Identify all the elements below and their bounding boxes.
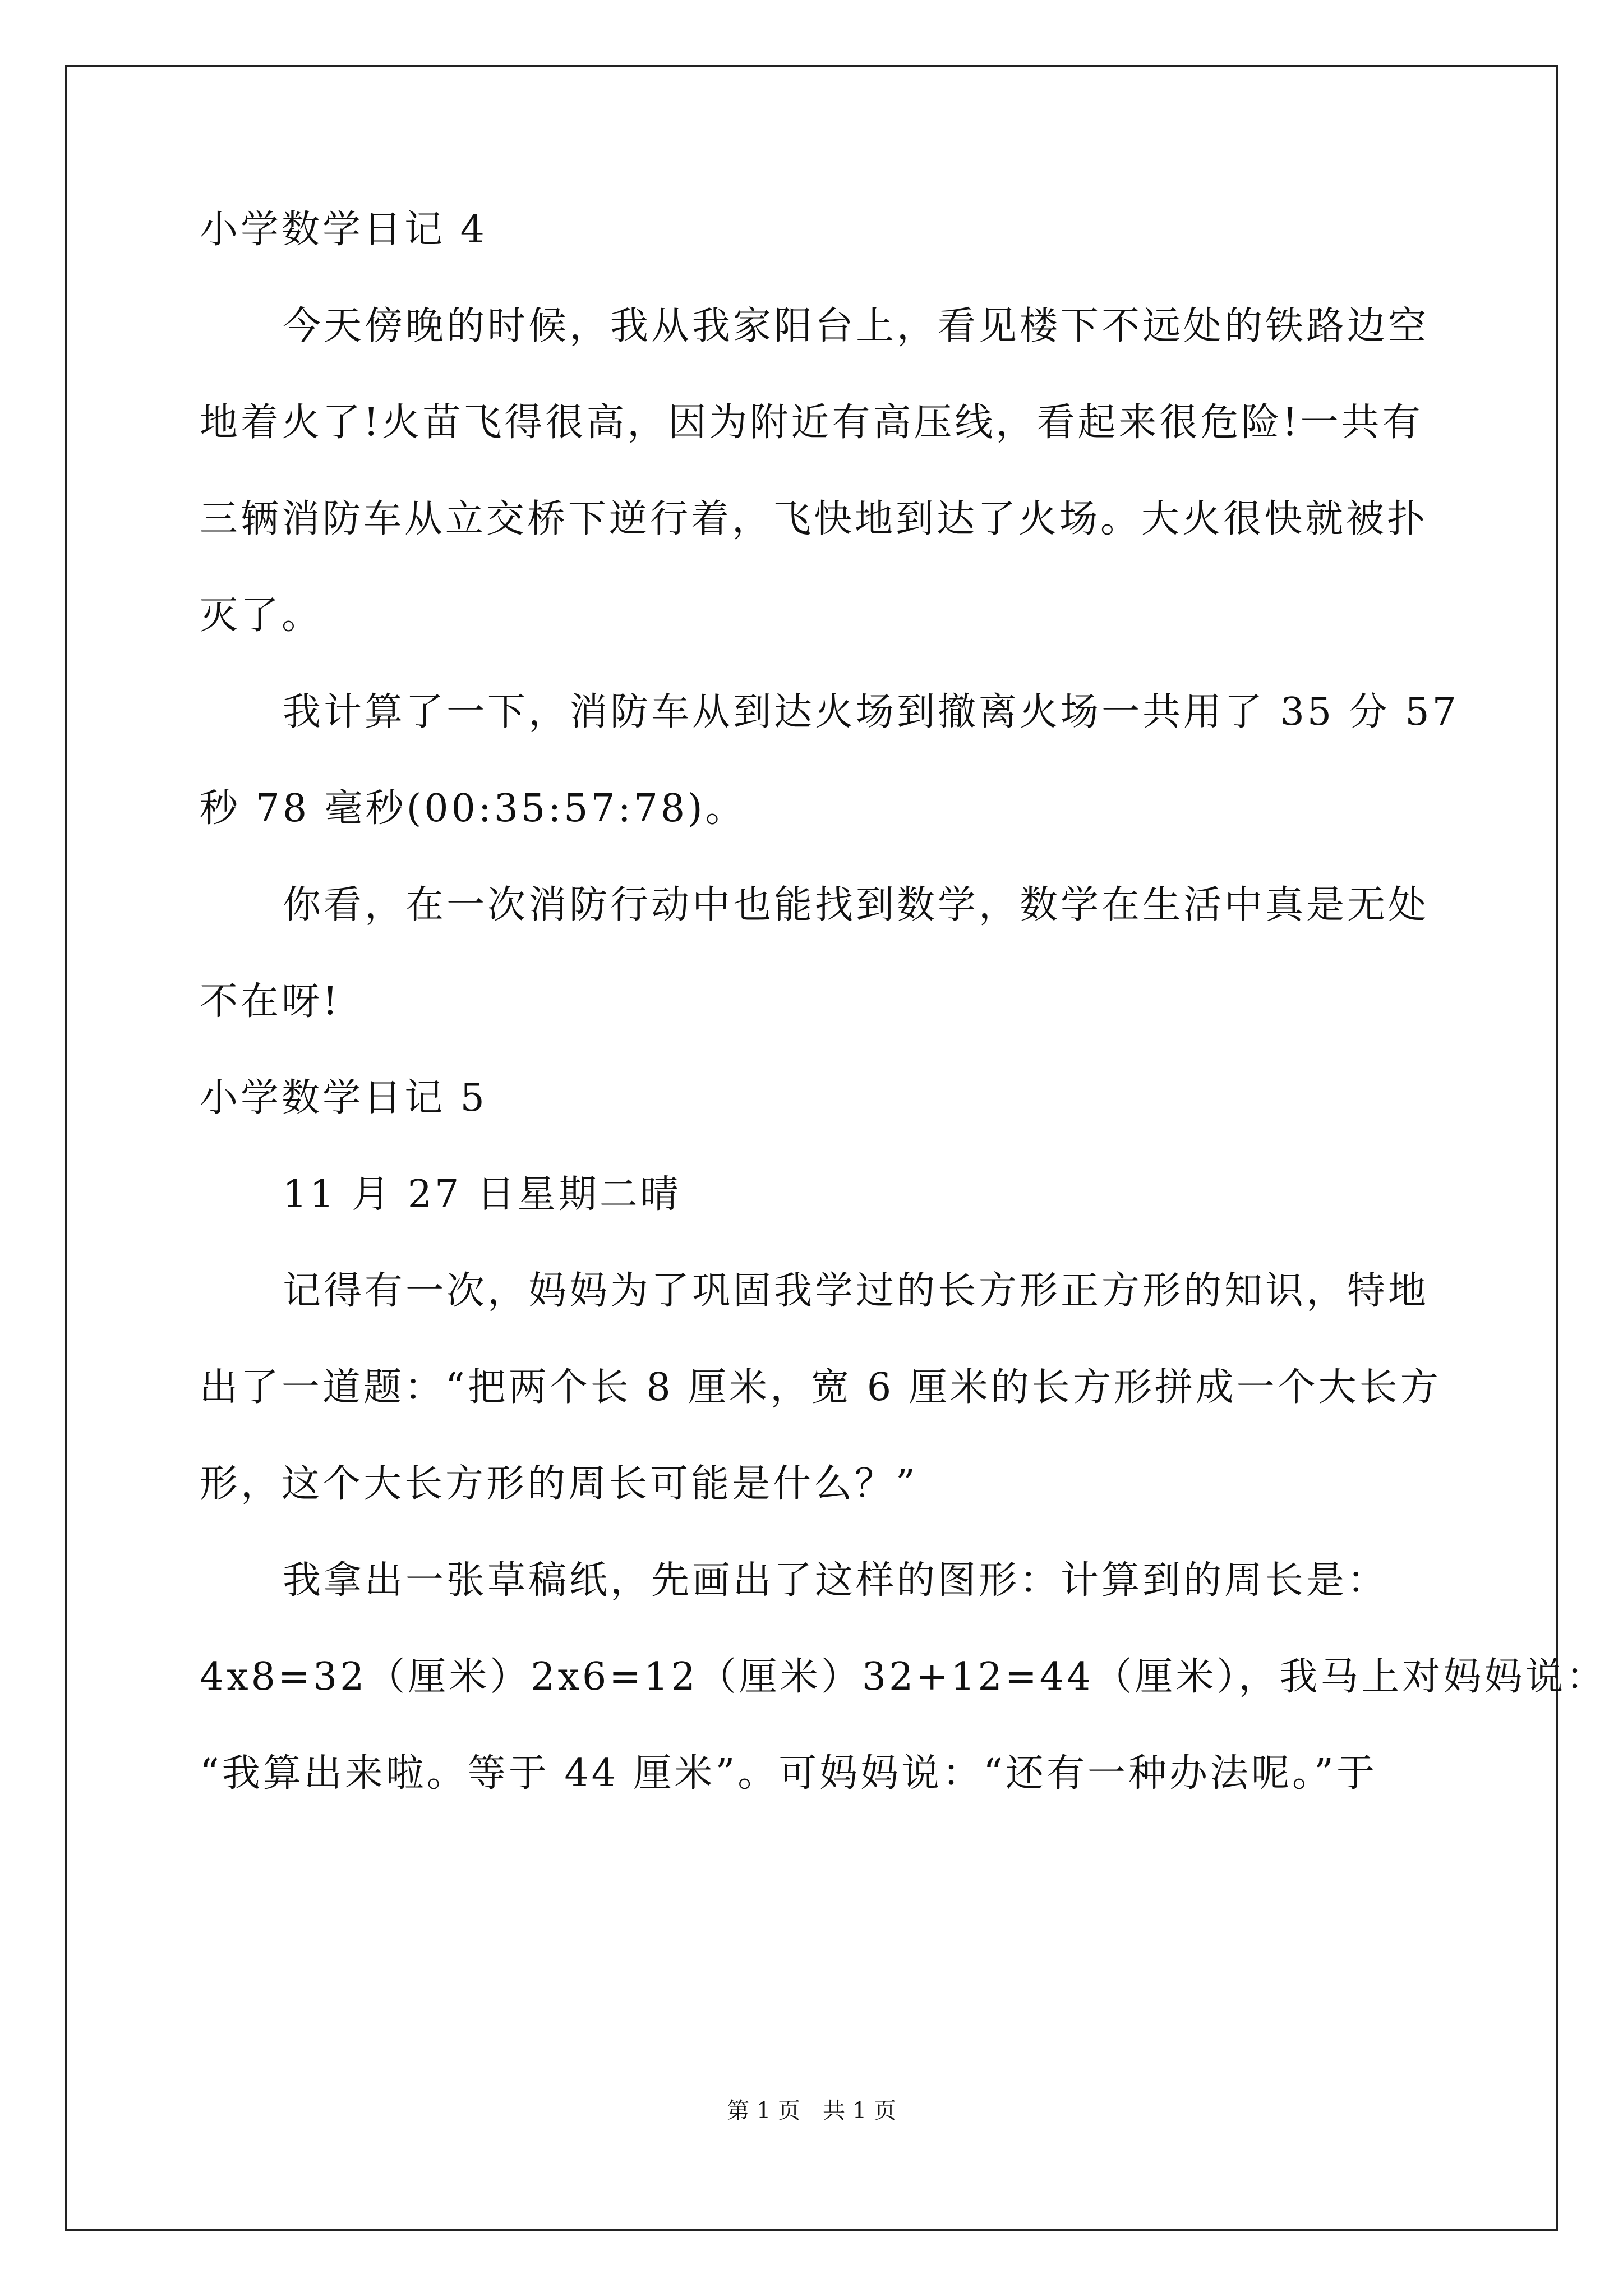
paragraph-line: 今天傍晚的时候，我从我家阳台上，看见楼下不远处的铁路边空 [283,304,1430,348]
page-footer: 第 1 页 共 1 页 [727,2098,896,2124]
paragraph-line: 记得有一次，妈妈为了巩固我学过的长方形正方形的知识，特地 [283,1269,1430,1313]
paragraph-line: 三辆消防车从立交桥下逆行着，飞快地到达了火场。大火很快就被扑 [200,497,1428,541]
paragraph-line: 4x8=32（厘米）2x6=12（厘米）32+12=44（厘米），我马上对妈妈说： [200,1655,1607,1699]
paragraph-line: 不在呀! [200,979,341,1024]
paragraph-line: 地着火了!火苗飞得很高，因为附近有高压线，看起来很危险!一共有 [200,401,1423,445]
paragraph-line: 形，这个大长方形的周长可能是什么？” [200,1462,918,1506]
paragraph-line: 秒 78 毫秒(00:35:57:78)。 [200,786,746,831]
paragraph-line: 我计算了一下，消防车从到达火场到撤离火场一共用了 35 分 57 [283,690,1459,734]
section-heading-diary-5: 小学数学日记 5 [200,1076,487,1120]
diary-date-line: 11 月 27 日星期二晴 [283,1172,681,1217]
paragraph-line: 出了一道题：“把两个长 8 厘米，宽 6 厘米的长方形拼成一个大长方 [200,1365,1441,1410]
section-heading-diary-4: 小学数学日记 4 [200,208,487,252]
paragraph-line: 我拿出一张草稿纸，先画出了这样的图形：计算到的周长是： [283,1558,1389,1603]
paragraph-line: “我算出来啦。等于 44 厘米”。可妈妈说：“还有一种办法呢。”于 [200,1751,1377,1796]
paragraph-line: 你看，在一次消防行动中也能找到数学，数学在生活中真是无处 [283,883,1430,927]
page-border [65,65,1558,2231]
paragraph-line: 灭了。 [200,593,323,638]
